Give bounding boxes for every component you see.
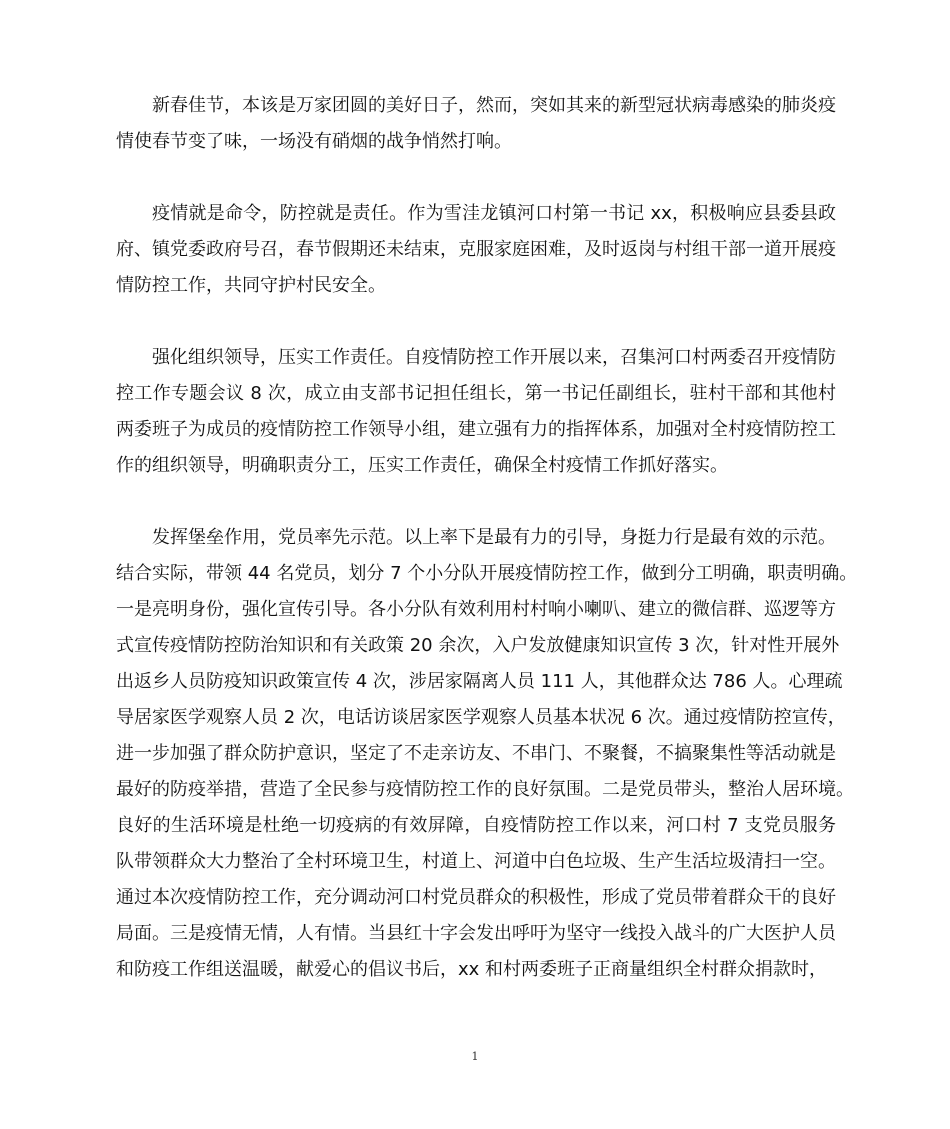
paragraph-1 (116, 88, 836, 160)
paragraph-line: 新春佳节，本该是万家团圆的美好日子，然而，突如其来的新型冠状病毒感染的肺炎疫 (152, 95, 836, 116)
paragraph-line: 队带领群众大力整治了全村环境卫生，村道上、河道中白色垃圾、生产生活垃圾清扫一空。 (116, 851, 836, 872)
paragraph-line: 最好的防疫举措，营造了全民参与疫情防控工作的良好氛围。二是党员带头，整治人居环境。 (116, 779, 854, 800)
paragraph-line: 强化组织领导，压实工作责任。自疫情防控工作开展以来，召集河口村两委召开疫情防 (152, 347, 836, 368)
paragraph-line: 结合实际，带领 44 名党员，划分 7 个小分队开展疫情防控工作，做到分工明确，职责明确。 (116, 563, 858, 584)
paragraph-line: 府、镇党委政府号召，春节假期还未结束，克服家庭困难，及时返岗与村组干部一道开展疫 (116, 239, 836, 260)
paragraph-4 (116, 520, 858, 988)
paragraph-line: 作的组织领导，明确职责分工，压实工作责任，确保全村疫情工作抓好落实。 (116, 455, 728, 476)
paragraph-line: 出返乡人员防疫知识政策宣传 4 次，涉居家隔离人员 111 人，其他群众达 786 人。心理疏 (116, 671, 843, 692)
paragraph-line: 良好的生活环境是杜绝一切疫病的有效屏障，自疫情防控工作以来，河口村 7 支党员服务 (116, 815, 836, 836)
paragraph-line: 导居家医学观察人员 2 次，电话访谈居家医学观察人员基本状况 6 次。通过疫情防控宣传， (116, 707, 846, 728)
paragraph-line: 局面。三是疫情无情，人有情。当县红十字会发出呼吁为坚守一线投入战斗的广大医护人员 (116, 923, 836, 944)
paragraph-line: 两委班子为成员的疫情防控工作领导小组，建立强有力的指挥体系，加强对全村疫情防控工 (116, 419, 836, 440)
page-number: 1 (471, 1050, 479, 1063)
paragraph-line: 情使春节变了味，一场没有硝烟的战争悄然打响。 (116, 131, 512, 152)
paragraph-line: 疫情就是命令，防控就是责任。作为雪洼龙镇河口村第一书记 xx，积极响应县委县政 (152, 203, 836, 224)
paragraph-line: 情防控工作，共同守护村民安全。 (116, 275, 386, 296)
paragraph-line: 通过本次疫情防控工作，充分调动河口村党员群众的积极性，形成了党员带着群众干的良好 (116, 887, 836, 908)
paragraph-line: 和防疫工作组送温暖，献爱心的倡议书后，xx 和村两委班子正商量组织全村群众捐款时， (116, 959, 828, 980)
paragraph-3 (116, 340, 836, 484)
paragraph-line: 式宣传疫情防控防治知识和有关政策 20 余次，入户发放健康知识宣传 3 次，针对性开展外 (116, 635, 840, 656)
paragraph-line: 进一步加强了群众防护意识，坚定了不走亲访友、不串门、不聚餐，不搞聚集性等活动就是 (116, 743, 836, 764)
paragraph-line: 控工作专题会议 8 次，成立由支部书记担任组长，第一书记任副组长，驻村干部和其他村 (116, 383, 836, 404)
paragraph-line: 发挥堡垒作用，党员率先示范。以上率下是最有力的引导，身挺力行是最有效的示范。 (152, 527, 836, 548)
document-body (116, 88, 858, 1024)
paragraph-line: 一是亮明身份，强化宣传引导。各小分队有效利用村村响小喇叭、建立的微信群、巡逻等方 (116, 599, 836, 620)
paragraph-2 (116, 196, 836, 304)
